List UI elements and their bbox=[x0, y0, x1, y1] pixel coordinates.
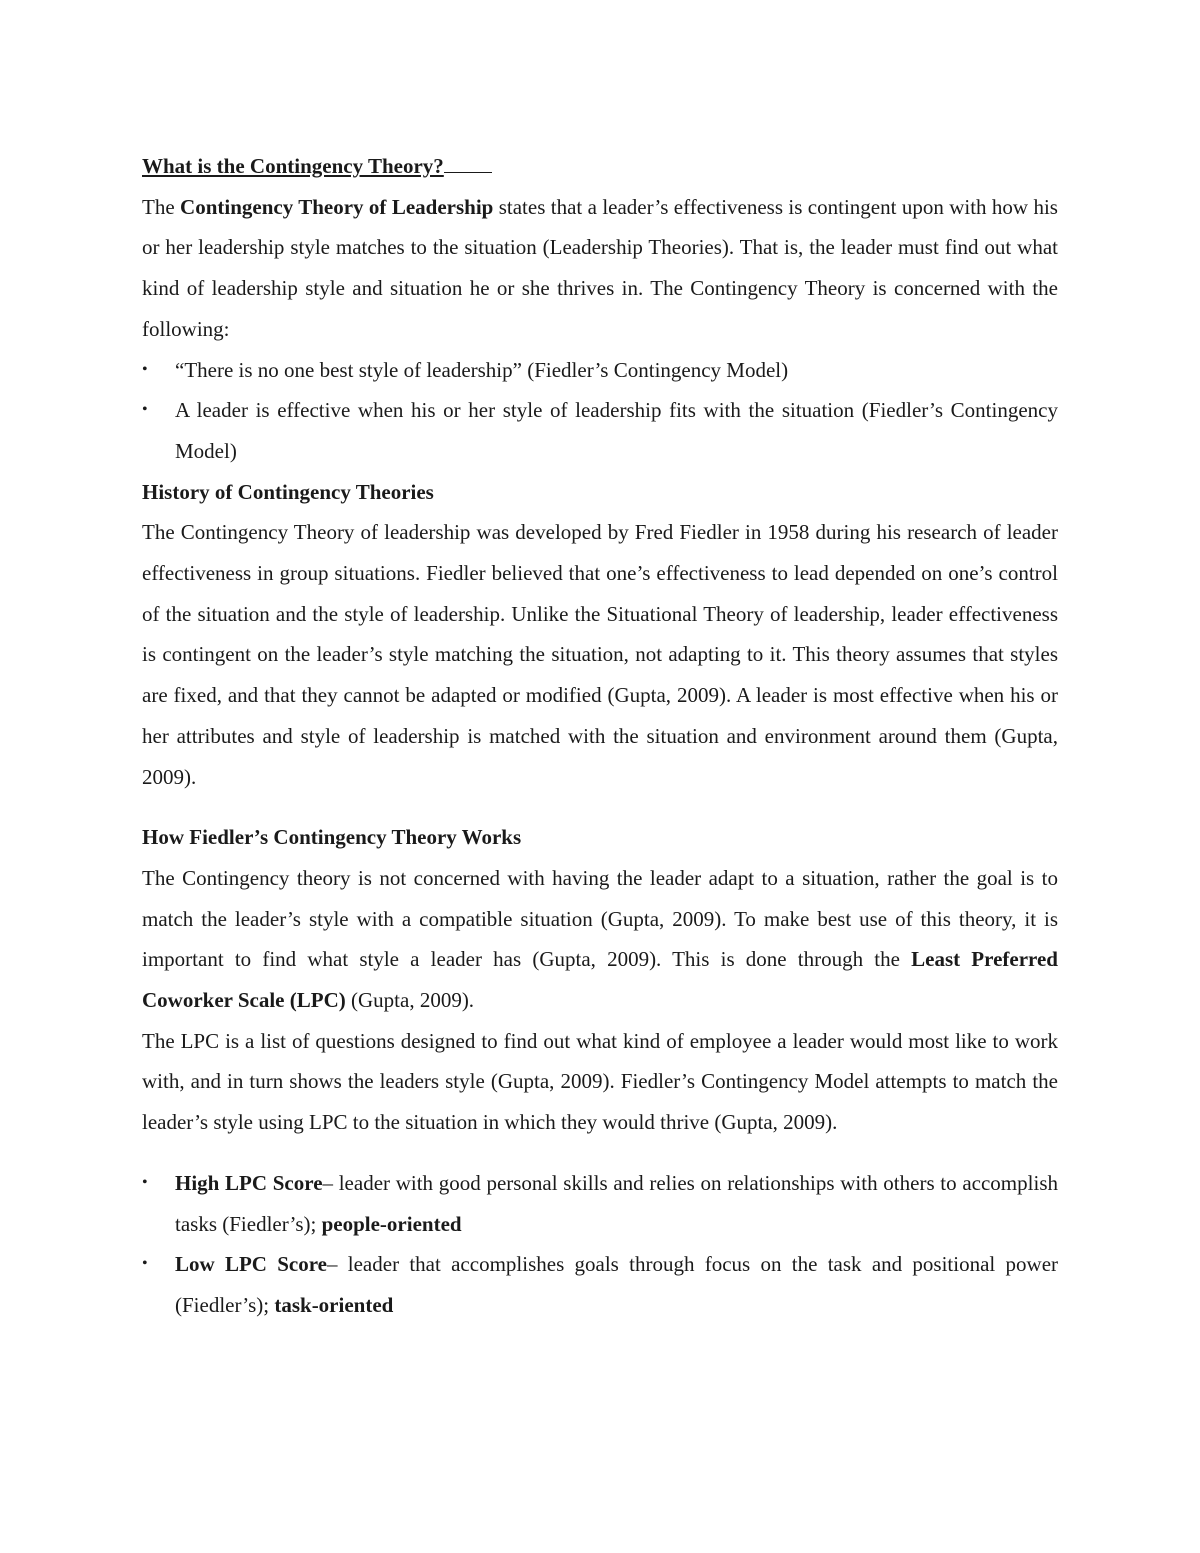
heading-how-it-works: How Fiedler’s Contingency Theory Works bbox=[142, 825, 522, 850]
list-item bbox=[142, 390, 1058, 471]
heading-underline-trail bbox=[444, 148, 492, 173]
intro-bold-term: Contingency Theory of Leadership bbox=[180, 194, 494, 219]
heading-text: What is the Contingency Theory? bbox=[142, 154, 444, 178]
bullet-icon: • bbox=[142, 360, 148, 378]
bullet-icon: • bbox=[142, 1255, 148, 1273]
bullet-list-lpc-scores bbox=[142, 1163, 1058, 1326]
list-item-text: “There is no one best style of leadership” (Fiedler’s Contingency Model) bbox=[175, 357, 789, 382]
list-item-lead: High LPC Score bbox=[175, 1170, 323, 1195]
heading-history: History of Contingency Theories bbox=[142, 479, 434, 504]
paragraph-intro bbox=[142, 187, 1058, 350]
bullet-icon: • bbox=[142, 401, 148, 419]
section-spacer bbox=[142, 797, 1058, 817]
bullet-icon: • bbox=[142, 1173, 148, 1191]
list-item-tail: people-oriented bbox=[321, 1211, 462, 1236]
list-item bbox=[142, 1163, 1058, 1244]
list-item-tail: task-oriented bbox=[274, 1292, 394, 1317]
paragraph-history: The Contingency Theory of leadership was developed by Fred Fiedler in 1958 during his research of leader effectiveness in group situations. Fiedler believed that one’s effectiveness to lead depended on one’s control of the situation and the style of leadership. Unlike the Situational Theory of leadership, leader effectiveness is contingent on the leader’s style matching the situation, not adapting to it. This theory assumes that styles are fixed, and that they cannot be adapted or modified (Gupta, 2009). A leader is most effective when his or her attributes and style of leadership is matched with the situation and environment around them (Gupta, 2009). bbox=[142, 520, 1058, 789]
list-item bbox=[142, 350, 1058, 391]
bullet-list-concerns bbox=[142, 350, 1058, 472]
section-spacer bbox=[142, 1143, 1058, 1163]
list-item bbox=[142, 1244, 1058, 1325]
paragraph-how-it-works bbox=[142, 858, 1058, 1021]
document-page bbox=[142, 146, 1058, 1326]
list-item-text: A leader is effective when his or her style of leadership fits with the situation (Fiedler’s Contingency Model) bbox=[175, 398, 1058, 463]
list-item-lead: Low LPC Score bbox=[175, 1252, 327, 1277]
heading-what-is-contingency-theory bbox=[142, 146, 1058, 187]
how-text-start: The Contingency theory is not concerned with having the leader adapt to a situation, rather the goal is to match the leader’s style with a compatible situation (Gupta, 2009). To make best use of this theory, it is important to find what style a leader has (Gupta, 2009). This is done through the bbox=[142, 865, 1058, 972]
how-text-end: (Gupta, 2009). bbox=[345, 988, 475, 1013]
list-item-text: – leader with good personal skills and relies on relationships with others to accomplish tasks (Fiedler’s); bbox=[175, 1170, 1058, 1236]
paragraph-lpc: The LPC is a list of questions designed to find out what kind of employee a leader would most like to work with, and in turn shows the leaders style (Gupta, 2009). Fiedler’s Contingency Model attempts to match the leader’s style using LPC to the situation in which they would thrive (Gupta, 2009). bbox=[142, 1028, 1058, 1135]
intro-text-start: The bbox=[142, 194, 181, 219]
lpc-bold-term: Least Preferred Coworker Scale (LPC) bbox=[142, 947, 1058, 1013]
list-item-text: – leader that accomplishes goals through focus on the task and positional power (Fiedler’s); bbox=[175, 1252, 1059, 1317]
intro-text-end: states that a leader’s effectiveness is contingent upon with how his or her leadership style matches to the situation (Leadership Theories). That is, the leader must find out what kind of leadership style and situation he or she thrives in. The Contingency Theory is concerned with the following: bbox=[142, 194, 1058, 341]
